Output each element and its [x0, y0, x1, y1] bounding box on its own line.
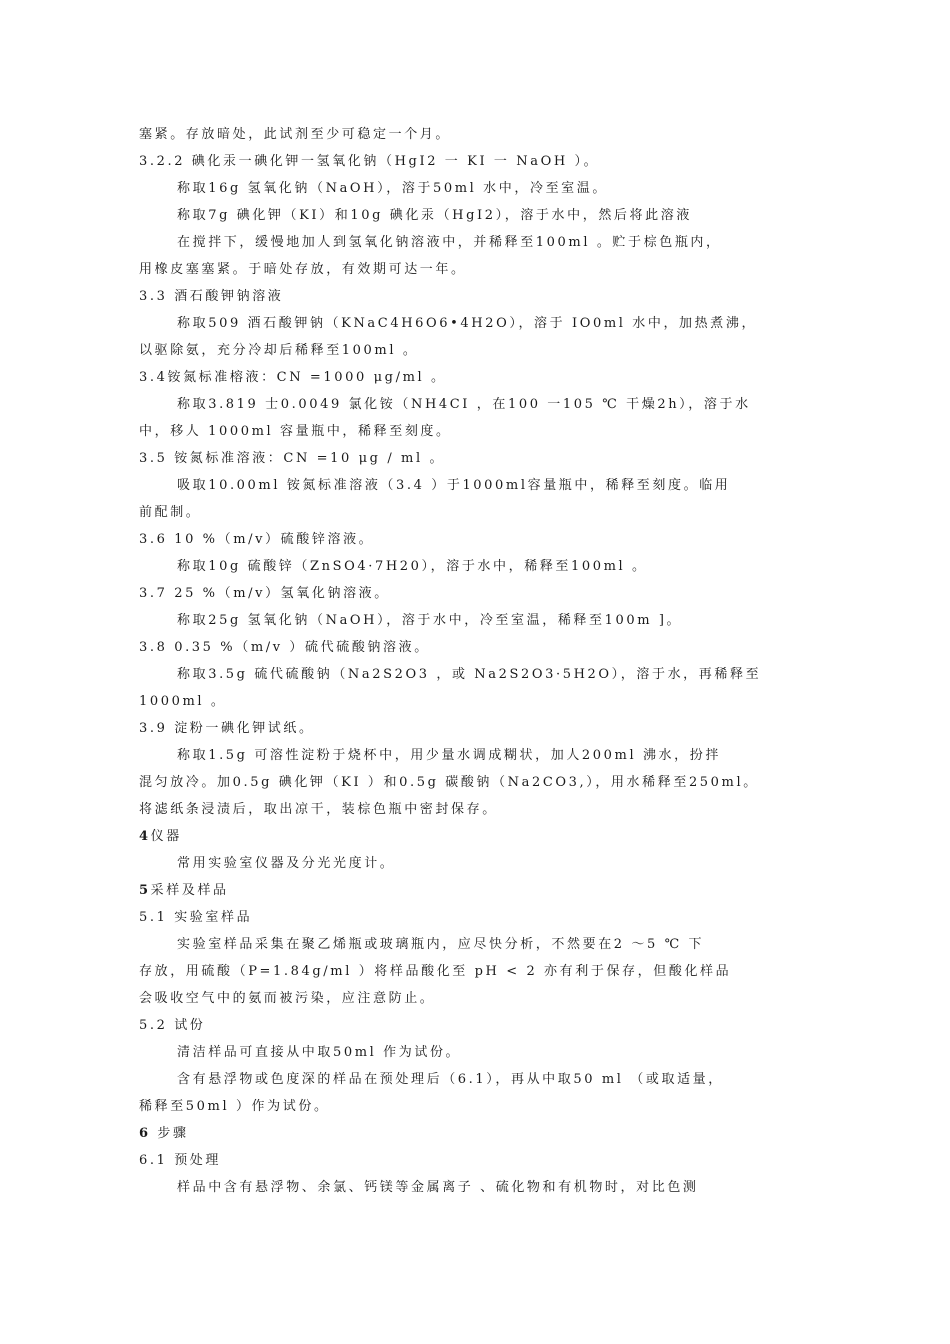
text-line: 称取7g 碘化钾（KI）和10g 碘化汞（HgI2），溶于水中，然后将此溶液 — [177, 208, 692, 223]
text-line: 称取10g 硫酸锌（ZnSO4·7H20），溶于水中，稀释至100ml 。 — [177, 559, 648, 574]
text-line: 称取16g 氢氧化钠（NaOH），溶于50ml 水中，冷至室温。 — [177, 181, 608, 196]
text-line: 清洁样品可直接从中取50ml 作为试份。 — [177, 1045, 462, 1060]
text-line: 称取3.5g 硫代硫酸钠（Na2S2O3 ，或 Na2S2O3·5H2O），溶于水，再稀释至 — [177, 667, 762, 682]
chapter-number: 6 — [139, 1126, 151, 1141]
text-line: 在搅拌下，缓慢地加人到氢氧化钠溶液中，并稀释至100ml 。贮于棕色瓶内， — [177, 235, 722, 250]
chapter-number: 4 — [139, 829, 151, 844]
section-heading: 3.8 0.35 %（m/v ）硫代硫酸钠溶液。 — [139, 640, 430, 655]
section-heading: 3.9 淀粉一碘化钾试纸。 — [139, 721, 315, 736]
text-line: 存放，用硫酸（P=1.84g/ml ）将样品酸化至 pH < 2 亦有利于保存，但酸化样品 — [139, 964, 732, 979]
text-line: 稀释至50ml ）作为试份。 — [139, 1099, 330, 1114]
chapter-heading-5 — [139, 882, 815, 900]
text-line: 含有悬浮物或色度深的样品在预处理后（6.1），再从中取50 ml （或取适量， — [177, 1072, 724, 1087]
chapter-heading-6 — [139, 1125, 815, 1143]
chapter-title: 采样及样品 — [150, 883, 229, 898]
section-heading: 3.4铵氮标准榕液：CN =1000 μg/ml 。 — [139, 370, 447, 385]
text-line: 中，移人 1000ml 容量瓶中，稀释至刻度。 — [139, 424, 452, 439]
chapter-title: 仪器 — [150, 829, 182, 844]
chapter-title: 步骤 — [150, 1126, 189, 1141]
section-heading: 3.5 铵氮标准溶液：CN =10 μg / ml 。 — [139, 451, 446, 466]
chapter-heading-4 — [139, 828, 815, 846]
section-heading: 5.2 试份 — [139, 1018, 206, 1033]
section-heading: 3.2.2 碘化汞一碘化钾一氢氧化钠（HgI2 一 KI 一 NaOH ）。 — [139, 154, 600, 169]
text-line: 会吸收空气中的氨而被污染，应注意防止。 — [139, 991, 436, 1006]
text-line: 吸取10.00ml 铵氮标准溶液（3.4 ）于1000ml容量瓶中，稀释至刻度。临用 — [177, 478, 731, 493]
text-line: 常用实验室仪器及分光光度计。 — [177, 856, 396, 871]
text-line: 实验室样品采集在聚乙烯瓶或玻璃瓶内，应尽快分析，不然要在2 ～5 ℃ 下 — [177, 937, 705, 952]
text-line: 前配制。 — [139, 505, 202, 520]
text-line: 将滤纸条浸渍后，取出凉干，装棕色瓶中密封保存。 — [139, 802, 498, 817]
chapter-number: 5 — [139, 883, 151, 898]
section-heading: 6.1 预处理 — [139, 1153, 222, 1168]
text-line: 1000ml 。 — [139, 694, 227, 709]
section-heading: 3.7 25 %（m/v）氢氧化钠溶液。 — [139, 586, 390, 601]
text-line: 混匀放冷。加0.5g 碘化钾（KI ）和0.5g 碳酸钠（Na2CO3,），用水稀释至250ml。 — [139, 775, 759, 790]
section-heading: 3.3 酒石酸钾钠溶液 — [139, 289, 284, 304]
text-line: 以驱除氨，充分冷却后稀释至100ml 。 — [139, 343, 419, 358]
text-line: 称取1.5g 可溶性淀粉于烧杯中，用少量水调成糊状，加人200ml 沸水，扮拌 — [177, 748, 721, 763]
text-line: 样品中含有悬浮物、余氯、钙镁等金属离子 、硫化物和有机物时，对比色测 — [177, 1180, 699, 1195]
text-line: 称取25g 氢氧化钠（NaOH），溶于水中，冷至室温，稀释至100m ]。 — [177, 613, 683, 628]
text-line: 用橡皮塞塞紧。于暗处存放，有效期可达一年。 — [139, 262, 467, 277]
text-line: 塞紧。存放暗处，此试剂至少可稳定一个月。 — [139, 127, 452, 142]
section-heading: 5.1 实验室样品 — [139, 910, 253, 925]
section-heading: 3.6 10 %（m/v）硫酸锌溶液。 — [139, 532, 375, 547]
text-line: 称取509 酒石酸钾钠（KNaC4H6O6•4H2O），溶于 IO0ml 水中，加热煮沸， — [177, 316, 758, 331]
text-line: 称取3.819 士0.0049 氯化铵（NH4CI ，在100 一105 ℃ 干燥2h），溶于水 — [177, 397, 751, 412]
